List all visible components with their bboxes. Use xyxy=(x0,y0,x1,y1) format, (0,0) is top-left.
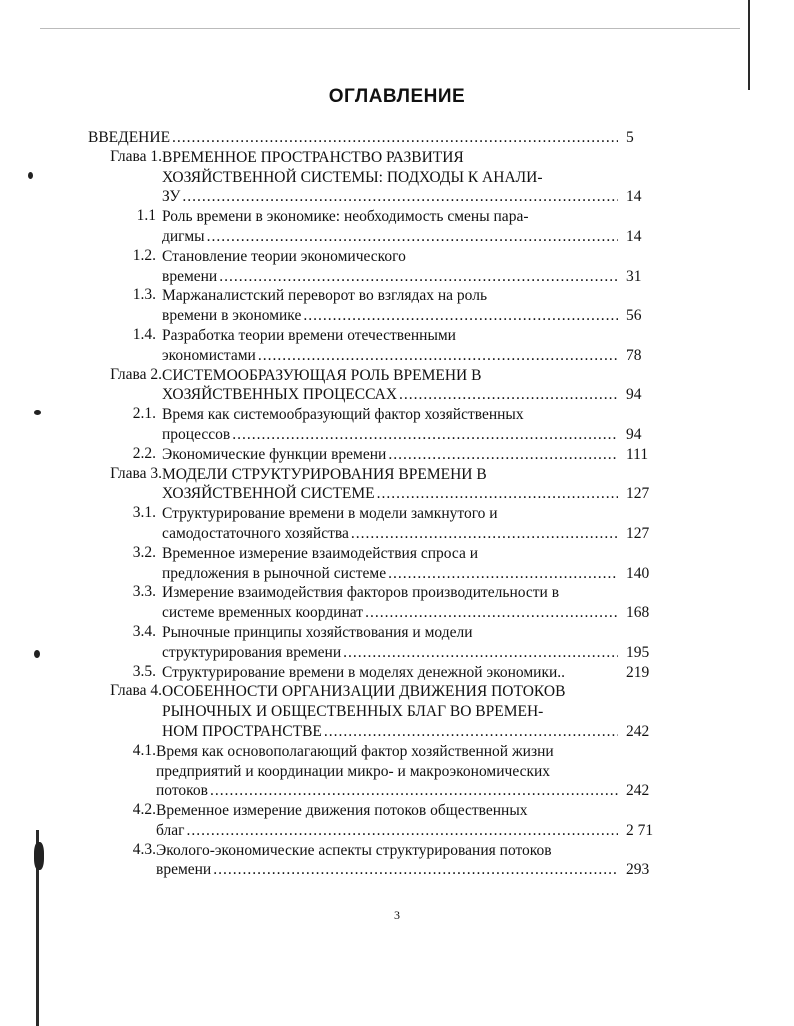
toc-chapter xyxy=(88,682,678,741)
dot-leader xyxy=(207,227,618,247)
dot-leader xyxy=(213,860,618,880)
toc-entry-title-line: ЗУ xyxy=(162,188,181,206)
toc-entry-title-line: Временное измерение движения потоков общественных xyxy=(156,802,528,820)
dot-leader xyxy=(399,385,618,405)
toc-page-number: 2 71 xyxy=(626,821,654,839)
toc-entry xyxy=(88,286,678,326)
toc-entry xyxy=(88,583,678,623)
dot-leader xyxy=(324,722,618,742)
toc-entry xyxy=(88,128,678,148)
toc-entry-number: 1.1 xyxy=(136,207,156,225)
dot-leader xyxy=(210,781,618,801)
toc-entry xyxy=(88,207,678,247)
scan-edge-line-top xyxy=(40,28,740,29)
toc-entry-number: Глава 4. xyxy=(110,682,162,700)
toc-entry-title-line: РЫНОЧНЫХ И ОБЩЕСТВЕННЫХ БЛАГ ВО ВРЕМЕН- xyxy=(162,703,544,721)
toc-entry-title-line: времени xyxy=(156,861,212,879)
toc-entry-title-line: НОМ ПРОСТРАНСТВЕ xyxy=(162,722,322,740)
toc-entry-title-line: ВРЕМЕННОЕ ПРОСТРАНСТВО РАЗВИТИЯ xyxy=(162,148,464,166)
dot-leader xyxy=(343,643,618,663)
toc-entry-title-line: Измерение взаимодействия факторов производительности в xyxy=(162,584,560,602)
toc-page-number: 14 xyxy=(626,227,642,245)
toc-entry-title-line: дигмы xyxy=(162,227,205,245)
toc-entry-title-line: СИСТЕМООБРАЗУЮЩАЯ РОЛЬ ВРЕМЕНИ В xyxy=(162,366,482,384)
toc-page-number: 140 xyxy=(626,564,650,582)
toc-entry xyxy=(88,801,678,841)
toc-entry-title-line: благ xyxy=(156,821,185,839)
toc-entry-title-line: экономистами xyxy=(162,346,256,364)
dot-leader xyxy=(219,267,618,287)
toc-entry-number: 1.4. xyxy=(132,325,156,343)
toc-entry-title-line: Становление теории экономического xyxy=(162,247,406,265)
toc-page-number: 94 xyxy=(626,386,642,404)
scan-speck xyxy=(34,842,44,870)
toc-entry xyxy=(88,326,678,366)
dot-leader xyxy=(182,187,618,207)
toc-entry xyxy=(88,742,678,801)
dot-leader xyxy=(388,564,618,584)
toc-entry-title-line: Экономические функции времени xyxy=(162,445,387,463)
toc-entry-number: 2.2. xyxy=(132,444,156,462)
toc-page-number: 127 xyxy=(626,524,650,542)
dot-leader xyxy=(172,128,618,148)
toc-entry xyxy=(88,405,678,445)
toc-entry-title-line: структурирования времени xyxy=(162,643,342,661)
toc-entry-number: 3.5. xyxy=(132,662,156,680)
dot-leader xyxy=(303,306,618,326)
toc-entry-number: Глава 2. xyxy=(110,365,162,383)
toc-entry-title-line: потоков xyxy=(156,782,208,800)
toc-chapter xyxy=(88,465,678,505)
toc-entry-number: Глава 3. xyxy=(110,464,162,482)
scan-speck xyxy=(28,172,33,179)
toc-chapter xyxy=(88,148,678,207)
toc-entry-title-line: Рыночные принципы хозяйствования и модели xyxy=(162,623,473,641)
toc-entry-number: 4.3. xyxy=(132,840,156,858)
dot-leader xyxy=(258,346,618,366)
toc-page-number: 195 xyxy=(626,643,650,661)
toc-entry xyxy=(88,247,678,287)
toc-entry-title-line: Маржаналистский переворот во взглядах на роль xyxy=(162,287,488,305)
toc-entry xyxy=(88,623,678,663)
page-number: 3 xyxy=(394,908,400,922)
toc-page-number: 168 xyxy=(626,604,650,622)
scan-speck xyxy=(34,650,40,658)
toc-entry-number: Глава 1. xyxy=(110,147,162,165)
toc-entry-title-line: ХОЗЯЙСТВЕННОЙ СИСТЕМЫ: ПОДХОДЫ К АНАЛИ- xyxy=(162,168,543,186)
dot-leader xyxy=(232,425,618,445)
toc-entry-number: 3.2. xyxy=(132,543,156,561)
toc-entry-title-line: МОДЕЛИ СТРУКТУРИРОВАНИЯ ВРЕМЕНИ В xyxy=(162,465,487,483)
toc-entry-number: 3.1. xyxy=(132,504,156,522)
toc-entry-title-line: времени xyxy=(162,267,218,285)
toc-entry-number: 1.2. xyxy=(132,246,156,264)
toc-entry xyxy=(88,504,678,544)
toc-entry-number: 4.1. xyxy=(132,741,156,759)
toc-page-number: 242 xyxy=(626,782,650,800)
toc-entry xyxy=(88,841,678,881)
toc-entry-title-line: времени в экономике xyxy=(162,307,302,325)
toc-entry-title-line: предложения в рыночной системе xyxy=(162,564,387,582)
toc-entry-title-line: Время как основополагающий фактор хозяйственной жизни xyxy=(156,742,554,760)
toc-entry-title-line: ХОЗЯЙСТВЕННОЙ СИСТЕМЕ xyxy=(162,485,375,503)
toc-page-number: 293 xyxy=(626,861,650,879)
toc-entry-title-line: ОСОБЕННОСТИ ОРГАНИЗАЦИИ ДВИЖЕНИЯ ПОТОКОВ xyxy=(162,683,566,701)
toc-chapter xyxy=(88,366,678,406)
dot-leader xyxy=(365,603,618,623)
toc-entry xyxy=(88,445,678,465)
toc-page-number: 219 xyxy=(626,663,650,681)
dot-leader xyxy=(388,445,618,465)
toc-entry-number: 3.3. xyxy=(132,583,156,601)
toc-page-number: 5 xyxy=(626,129,634,146)
toc-entry-title-line: Структурирование времени в модели замкнутого и xyxy=(162,505,498,523)
toc-page-number: 127 xyxy=(626,485,650,503)
toc-page-number: 14 xyxy=(626,188,642,206)
scan-speck xyxy=(34,410,41,415)
toc-page-number: 94 xyxy=(626,425,642,443)
toc-entry-title-line: ХОЗЯЙСТВЕННЫХ ПРОЦЕССАХ xyxy=(162,386,398,404)
toc-page-number: 78 xyxy=(626,346,642,364)
toc-entry-title-line: самодостаточного хозяйства xyxy=(162,524,349,542)
toc-entry-title-line: системе временных координат xyxy=(162,604,364,622)
toc-page-number: 56 xyxy=(626,307,642,325)
page-title: ОГЛАВЛЕНИЕ xyxy=(328,86,466,107)
table-of-contents xyxy=(88,128,678,880)
toc-entry-title-line: предприятий и координации микро- и макроэкономических xyxy=(156,762,551,780)
toc-entry-title-line: Временное измерение взаимодействия спроса и xyxy=(162,544,479,562)
toc-entry-number: 3.4. xyxy=(132,622,156,640)
toc-entry-number: 4.2. xyxy=(132,801,156,819)
dot-leader xyxy=(377,484,618,504)
toc-entry-title-line: Разработка теории времени отечественными xyxy=(162,326,456,344)
toc-entry-title-line: Структурирование времени в моделях денежной экономики.. xyxy=(162,663,566,681)
toc-entry-number: 1.3. xyxy=(132,286,156,304)
toc-entry-title-line: Роль времени в экономике: необходимость смены пара- xyxy=(162,208,529,226)
toc-entry-title-line: ВВЕДЕНИЕ xyxy=(88,129,171,146)
toc-entry-title-line: Эколого-экономические аспекты структурирования потоков xyxy=(156,841,552,859)
dot-leader xyxy=(186,821,618,841)
toc-entry-title-line: процессов xyxy=(162,425,231,443)
toc-page-number: 111 xyxy=(626,445,649,463)
toc-page-number: 242 xyxy=(626,722,650,740)
toc-entry-number: 2.1. xyxy=(132,405,156,423)
scan-edge-line-right xyxy=(748,0,750,90)
dot-leader xyxy=(351,524,618,544)
toc-page-number: 31 xyxy=(626,267,642,285)
toc-entry xyxy=(88,663,678,683)
toc-entry xyxy=(88,544,678,584)
toc-entry-title-line: Время как системообразующий фактор хозяйственных xyxy=(162,406,524,424)
